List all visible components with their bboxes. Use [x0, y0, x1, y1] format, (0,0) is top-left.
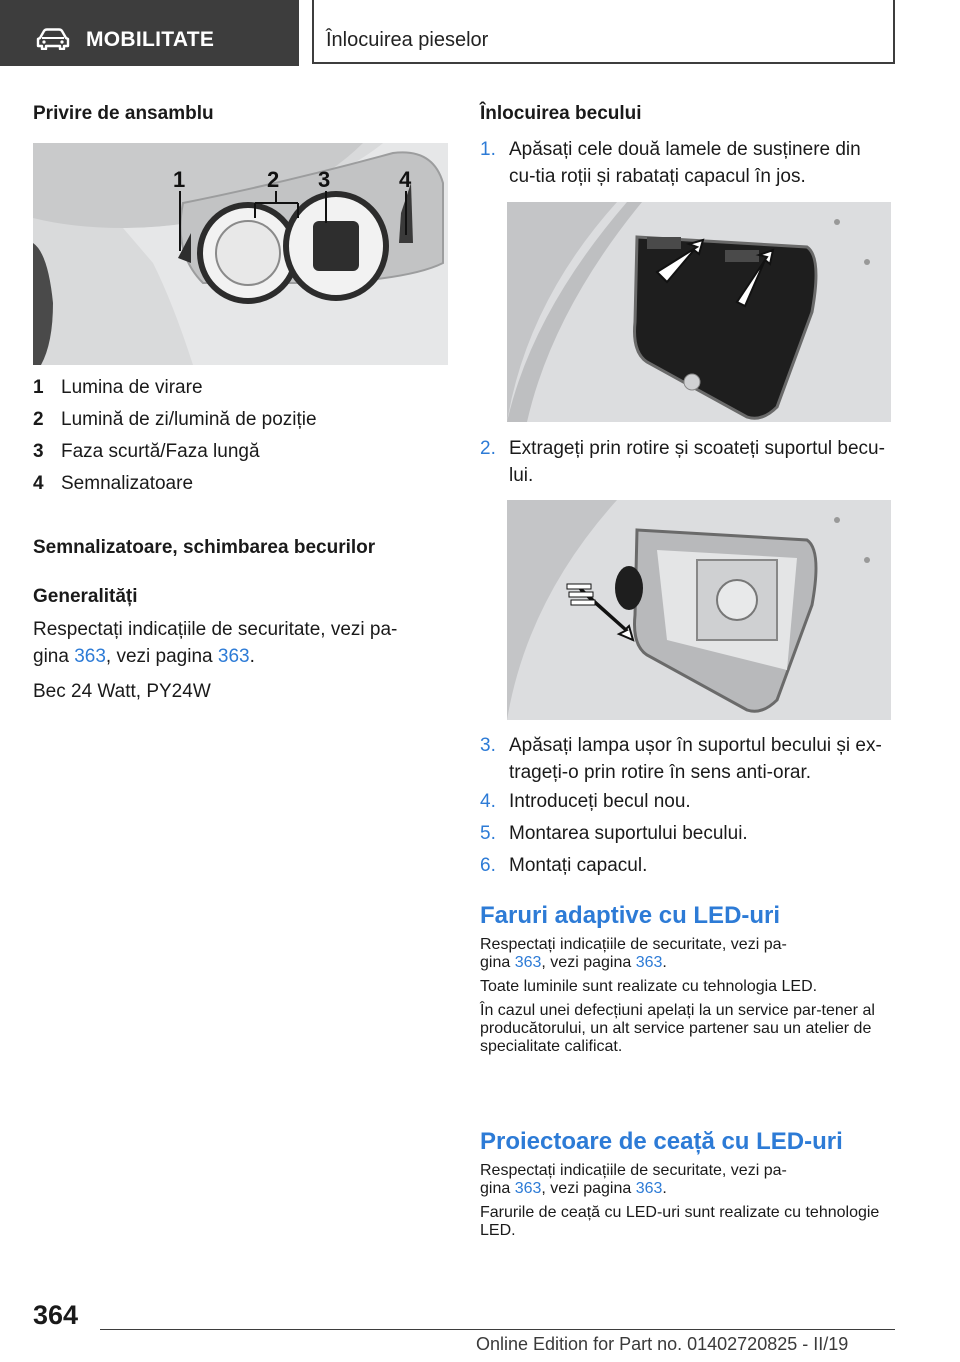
step-number: 5.	[480, 823, 496, 844]
bulb-spec: Bec 24 Watt, PY24W	[33, 681, 211, 702]
legend-text: Lumina de virare	[61, 377, 203, 398]
legend-number: 4	[33, 473, 44, 494]
legend-number: 1	[33, 377, 44, 398]
legend-text: Lumină de zi/lumină de poziție	[61, 409, 317, 430]
fog-p1: Farurile de ceață cu LED-uri sunt realizate cu tehnologie LED.	[480, 1204, 880, 1239]
safety-text: .	[249, 646, 255, 667]
step-item	[480, 820, 892, 848]
adaptive-led-section	[480, 902, 892, 1056]
safety-text: , vezi pagina	[541, 954, 636, 971]
step-text: Extrageți prin rotire și scoateți suportul becu-lui.	[509, 438, 885, 486]
legend-number: 3	[33, 441, 44, 462]
step-item	[480, 136, 892, 192]
step-number: 3.	[480, 735, 496, 756]
adaptive-p2: În cazul unei defecțiuni apelați la un service par-tener al producătorului, un alt service partener sau un atelier de specialitate calificat.	[480, 1002, 875, 1055]
cover-illustration	[507, 202, 891, 422]
step-number: 1.	[480, 139, 496, 160]
step-text: Montarea suportului becului.	[509, 823, 748, 844]
section-tab[interactable]	[0, 0, 299, 66]
bulb-holder-illustration	[507, 500, 891, 720]
step-number: 2.	[480, 438, 496, 459]
step-item	[480, 435, 892, 491]
fog-led-section	[480, 1128, 892, 1240]
step-number: 4.	[480, 791, 496, 812]
footer-edition: Online Edition for Part no. 01402720825 - II/19	[476, 1334, 849, 1354]
figure-label-1: 1	[173, 167, 186, 192]
steps-3-6-wrap	[480, 732, 892, 1292]
adaptive-title: Faruri adaptive cu LED-uri	[480, 902, 781, 929]
overview-title: Privire de ansamblu	[33, 103, 214, 124]
fog-safety	[480, 1162, 892, 1198]
page-link[interactable]: 363	[74, 646, 106, 667]
headlight-illustration	[33, 143, 448, 365]
page-header	[0, 0, 960, 66]
page-link[interactable]: 363	[635, 1180, 663, 1197]
chapter-tab[interactable]	[312, 0, 895, 64]
page-link[interactable]: 363	[514, 1180, 542, 1197]
left-column	[33, 100, 428, 127]
section-label: MOBILITATE	[86, 28, 215, 51]
page-link[interactable]: 363	[514, 954, 542, 971]
figure-label-4: 4	[399, 167, 412, 192]
safety-text: gina	[480, 1180, 515, 1197]
footer-divider	[100, 1329, 895, 1330]
step-text: Apăsați cele două lamele de susținere din cu-tia roții și rabatați capacul în jos.	[509, 139, 861, 187]
step-item	[480, 732, 892, 788]
fog-title: Proiectoare de ceață cu LED-uri	[480, 1128, 843, 1155]
safety-text: , vezi pagina	[541, 1180, 636, 1197]
adaptive-safety	[480, 936, 892, 972]
turn-signal-section	[33, 534, 428, 705]
safety-text: .	[662, 954, 667, 971]
wheel-arch-cover-figure	[507, 202, 891, 422]
safety-text: .	[662, 1180, 667, 1197]
safety-text: Respectați indicațiile de securitate, vezi pa-	[480, 1162, 787, 1179]
bulb-holder-figure	[507, 500, 891, 720]
page-link[interactable]: 363	[635, 954, 663, 971]
step-text: Introduceți becul nou.	[509, 791, 691, 812]
safety-text: Respectați indicațiile de securitate, vezi pa-	[480, 936, 787, 953]
replace-title: Înlocuirea becului	[480, 103, 642, 124]
adaptive-p1: Toate luminile sunt realizate cu tehnologia LED.	[480, 978, 818, 995]
headlight-figure	[33, 143, 448, 365]
general-title: Generalități	[33, 586, 138, 607]
right-column	[480, 100, 892, 127]
safety-note	[33, 616, 428, 670]
figure-label-2: 2	[267, 167, 280, 192]
section-title: Semnalizatoare, schimbarea becurilor	[33, 537, 376, 558]
step-text: Montați capacul.	[509, 855, 648, 876]
page-number: 364	[33, 1300, 79, 1330]
legend-text: Semnalizatoare	[61, 473, 194, 494]
step-item	[480, 852, 892, 880]
car-icon	[36, 28, 70, 50]
legend-text: Faza scurtă/Faza lungă	[61, 441, 260, 462]
safety-text: Respectați indicațiile de securitate, vezi pa-	[33, 619, 398, 640]
safety-text: gina	[480, 954, 515, 971]
legend-number: 2	[33, 409, 44, 430]
page-link[interactable]: 363	[217, 646, 250, 667]
step-number: 6.	[480, 855, 496, 876]
figure-legend	[33, 377, 428, 507]
chapter-label: Înlocuirea pieselor	[326, 29, 489, 51]
safety-text: gina	[33, 646, 75, 667]
safety-text: , vezi pagina	[105, 646, 218, 667]
step-item	[480, 788, 892, 816]
step-text: Apăsați lampa ușor în suportul becului și ex-trageți-o prin rotire în sens anti-orar.	[509, 735, 882, 783]
figure-label-3: 3	[318, 167, 331, 192]
step-2-wrap	[480, 435, 892, 495]
